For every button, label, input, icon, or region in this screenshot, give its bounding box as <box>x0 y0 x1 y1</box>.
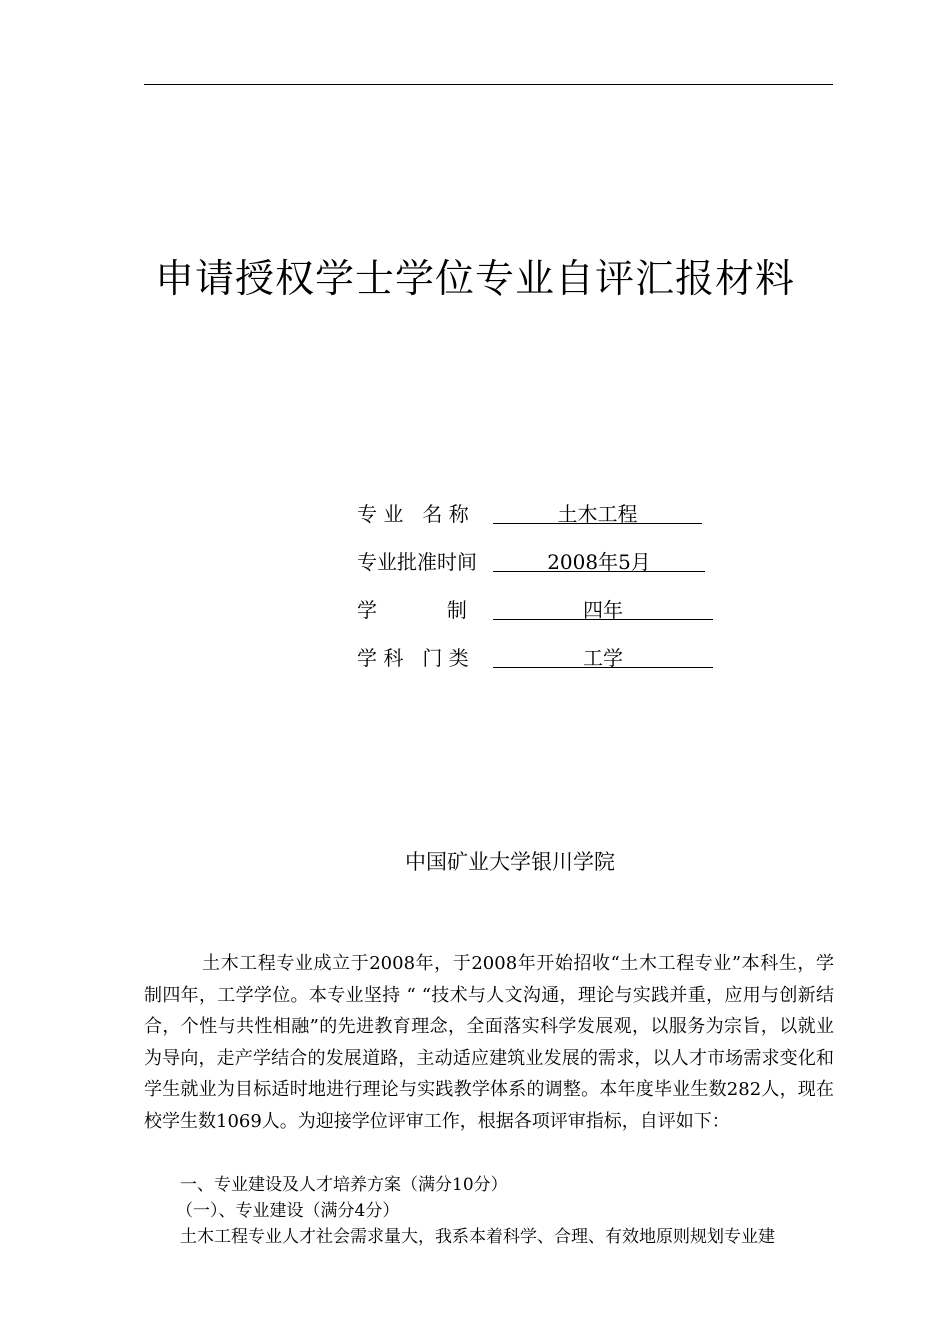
info-label: 专 业 名 称 <box>357 502 469 526</box>
info-value: 工学 <box>493 642 713 668</box>
info-label: 学 制 <box>357 598 467 622</box>
info-label: 专业批准时间 <box>357 550 477 574</box>
subsection-heading: （一）、专业建设（满分4分） <box>176 1201 400 1221</box>
info-label: 学 科 门 类 <box>357 646 469 670</box>
section-heading: 一、专业建设及人才培养方案（满分10分） <box>180 1175 508 1195</box>
header-rule <box>144 84 833 85</box>
intro-text: 土木工程专业成立于2008年，于2008年开始招收“土木工程专业”本科生，学制四年，工学学位。本专业坚持 “ “技术与人文沟通，理论与实践并重，应用与创新结合，个性与共性相融”的先进教育理念，全面落实科学发展观，以服务为宗旨，以就业为导向，走产学结合的发展道路，主动适应建筑业发展的需求，以人才市场需求变化和学生就业为目标适时地进行理论与实践教学体系的调整。本年度毕业生数282人，现在校学生数1069人。为迎接学位评审工作，根据各项评审指标，自评如下： <box>144 953 834 1132</box>
body-text-line: 土木工程专业人才社会需求量大，我系本着科学、合理、有效地原则规划专业建 <box>180 1227 775 1247</box>
info-value: 四年 <box>493 594 713 620</box>
school-name: 中国矿业大学银川学院 <box>405 850 615 874</box>
document-title: 申请授权学士学位专业自评汇报材料 <box>154 257 795 302</box>
intro-paragraph <box>144 948 834 1138</box>
info-value: 土木工程 <box>493 498 702 524</box>
info-value: 2008年5月 <box>493 546 705 572</box>
